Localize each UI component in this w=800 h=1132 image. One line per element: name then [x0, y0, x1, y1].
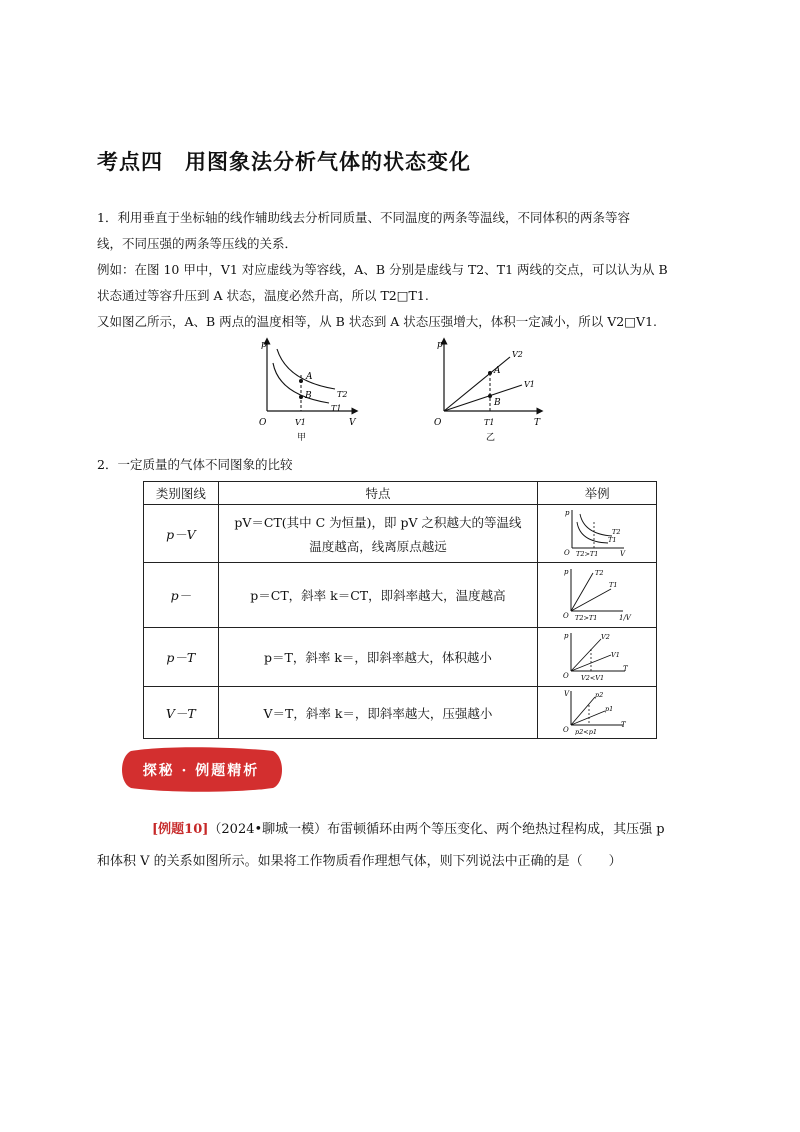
example-label: [例题10] [152, 822, 209, 837]
svg-text:T2>T1: T2>T1 [576, 550, 599, 558]
svg-text:T: T [623, 664, 628, 673]
feature-line1: pV＝CT(其中 C 为恒量)，即 pV 之积越大的等温线 [234, 514, 522, 530]
row-example [538, 628, 657, 687]
point-a [299, 379, 303, 383]
example-graph-p-invV [561, 565, 633, 623]
axis-label-t: T [534, 418, 541, 428]
svg-text:V: V [564, 690, 570, 698]
tick-t1: T1 [484, 418, 495, 427]
section-banner [117, 745, 285, 793]
axis-label-v: V [349, 418, 356, 428]
label-a: A [306, 372, 313, 382]
row-feature: p＝CT，斜率 k＝CT，即斜率越大，温度越高 [218, 563, 538, 628]
row-feature: p＝T，斜率 k＝，即斜率越大，体积越小 [218, 628, 538, 687]
figure-yi [430, 335, 550, 445]
svg-text:p2<p1: p2<p1 [575, 728, 598, 735]
header-example: 举例 [538, 482, 657, 505]
point1-line3: 例如：在图 10 甲中，V1 对应虚线为等容线，A、B 分别是虚线与 T2、T1 两线的交点，可以认为从 B [97, 262, 668, 277]
label-b: B [305, 391, 312, 401]
table-row [144, 563, 657, 628]
svg-text:V1: V1 [611, 650, 620, 659]
origin-label: O [434, 418, 442, 428]
row-type: p－V [144, 505, 219, 563]
row-example [538, 563, 657, 628]
svg-text:V: V [620, 550, 626, 558]
row-example [538, 505, 657, 563]
example-graph-vt [561, 687, 633, 735]
point2-heading: 2．一定质量的气体不同图象的比较 [97, 457, 293, 472]
svg-text:T2>T1: T2>T1 [575, 613, 598, 622]
label-a: A [494, 366, 501, 376]
point1-line5: 又如图乙所示，A、B 两点的温度相等，从 B 状态到 A 状态压强增大，体积一定减小，所以 V2□V1. [97, 314, 658, 329]
row-feature: V＝T，斜率 k＝，即斜率越大，压强越小 [218, 687, 538, 739]
axis-label-p: p [437, 340, 443, 350]
svg-text:T1: T1 [608, 536, 617, 544]
svg-text:O: O [564, 549, 570, 557]
example-line1 [152, 818, 665, 837]
banner-text: 探秘 · 例题精析 [142, 763, 260, 779]
table-row [144, 687, 657, 739]
point1-line4: 状态通过等容升压到 A 状态，温度必然升高，所以 T2□T1. [97, 288, 429, 303]
tick-v1: V1 [295, 418, 306, 427]
label-t2: T2 [337, 390, 348, 399]
row-type: p－T [144, 628, 219, 687]
row-example [538, 687, 657, 739]
svg-text:T1: T1 [609, 580, 618, 589]
svg-text:O: O [563, 671, 569, 680]
svg-text:O: O [563, 611, 569, 620]
point-b [488, 394, 492, 398]
example-graph-pt [561, 629, 633, 683]
row-type: p－ [144, 563, 219, 628]
label-t1: T1 [331, 404, 342, 413]
svg-text:p: p [564, 567, 569, 576]
table-row [144, 505, 657, 563]
label-b: B [494, 398, 501, 408]
svg-text:p2: p2 [595, 691, 604, 699]
point-a [488, 371, 492, 375]
svg-text:V2: V2 [601, 632, 610, 641]
line-v1 [444, 385, 522, 411]
table-row [144, 628, 657, 687]
svg-text:p1: p1 [605, 705, 614, 713]
section-title: 考点四 用图象法分析气体的状态变化 [97, 150, 471, 174]
label-v1: V1 [524, 380, 535, 389]
point1-line1: 1．利用垂直于坐标轴的线作辅助线去分析同质量、不同温度的两条等温线，不同体积的两条等容 [97, 210, 630, 225]
point1-line2: 线，不同压强的两条等压线的关系． [97, 236, 298, 251]
point-b [299, 395, 303, 399]
row-feature [218, 505, 538, 563]
figure-jia [255, 335, 365, 445]
label-v2: V2 [512, 350, 523, 359]
axis-label-p: p [261, 340, 267, 350]
svg-text:p: p [564, 631, 569, 640]
comparison-table [143, 481, 657, 739]
feature-line2: 温度越高，线离原点越远 [309, 538, 447, 554]
example-line2: 和体积 V 的关系如图所示。如果将工作物质看作理想气体，则下列说法中正确的是（ ） [97, 854, 622, 869]
row-type: V－T [144, 687, 219, 739]
header-feature: 特点 [218, 482, 538, 505]
svg-text:O: O [563, 726, 569, 734]
caption-yi: 乙 [486, 433, 496, 443]
table-header-row [144, 482, 657, 505]
example-graph-pv [562, 506, 632, 558]
svg-text:1/V: 1/V [619, 613, 631, 622]
caption-jia: 甲 [297, 433, 307, 443]
svg-text:T: T [621, 721, 626, 729]
svg-text:V2<V1: V2<V1 [581, 673, 605, 682]
curve-t2 [277, 349, 335, 389]
example-text-1: （2024•聊城一模）布雷顿循环由两个等压变化、两个绝热过程构成，其压强 p [208, 822, 665, 837]
svg-text:p: p [565, 509, 570, 517]
svg-text:T2: T2 [612, 528, 621, 536]
origin-label: O [259, 418, 267, 428]
svg-text:T2: T2 [595, 568, 604, 577]
header-type: 类别图线 [144, 482, 219, 505]
